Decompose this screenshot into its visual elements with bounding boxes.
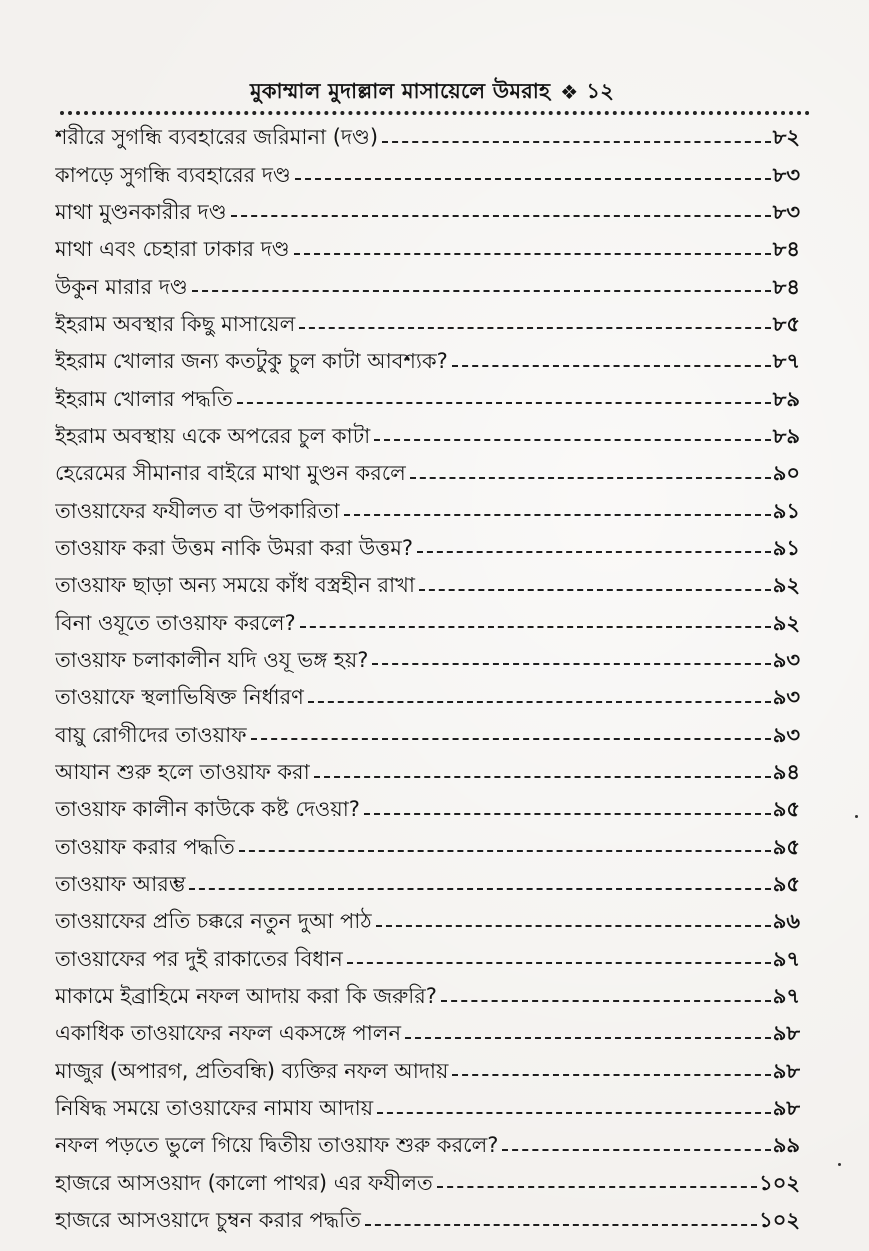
toc-entry-page: ৯৪: [772, 760, 800, 785]
toc-entry-page: ৯৫: [772, 834, 800, 859]
toc-entry-title: হাজরে আসওয়াদে চুম্বন করার পদ্ধতি: [55, 1208, 361, 1233]
toc-entry: [55, 493, 800, 530]
toc-entry: [55, 120, 800, 157]
table-of-contents: [55, 120, 800, 1240]
toc-entry: [55, 680, 800, 717]
toc-entry-title: তাওয়াফের প্রতি চক্করে নতুন দুআ পাঠ: [55, 909, 372, 934]
toc-entry: [55, 1203, 800, 1240]
toc-entry-page: ৮২: [772, 125, 800, 150]
dash-leader: [308, 701, 771, 703]
toc-entry-page: ৮৭: [772, 349, 800, 374]
toc-entry-page: ৯৭: [772, 946, 800, 971]
toc-entry: [55, 643, 800, 680]
dash-leader: [382, 141, 771, 143]
toc-entry-page: ৯৩: [772, 722, 800, 747]
ornament-icon: ❖: [560, 80, 579, 104]
toc-entry-title: বায়ু রোগীদের তাওয়াফ: [55, 722, 247, 747]
toc-entry-page: ৮৯: [772, 386, 800, 411]
toc-entry: [55, 307, 800, 344]
toc-entry-page: ৯৭: [772, 984, 800, 1009]
toc-entry: [55, 381, 800, 418]
dash-leader: [452, 1074, 770, 1076]
toc-entry-title: ইহরাম অবস্থার কিছু মাসায়েল: [55, 311, 296, 336]
toc-entry-title: তাওয়াফের পর দুই রাকাতের বিধান: [55, 946, 343, 971]
toc-entry-title: মাথা মুণ্ডনকারীর দণ্ড: [55, 199, 227, 224]
toc-entry: [55, 942, 800, 979]
toc-entry-title: হাজরে আসওয়াদ (কালো পাথর) এর ফযীলত: [55, 1170, 433, 1195]
toc-entry: [55, 1091, 800, 1128]
dash-leader: [294, 253, 771, 255]
toc-entry-title: বিনা ওযূতে তাওয়াফ করলে?: [55, 610, 296, 635]
toc-entry: [55, 456, 800, 493]
dash-leader: [239, 850, 771, 852]
dash-leader: [300, 626, 771, 628]
toc-entry-page: ৯২: [772, 573, 800, 598]
toc-entry-title: নফল পড়তে ভুলে গিয়ে দ্বিতীয় তাওয়াফ শুরু করলে?: [55, 1133, 499, 1158]
toc-entry: [55, 269, 800, 306]
toc-entry-title: তাওয়াফ করা উত্তম নাকি উমরা করা উত্তম?: [55, 535, 414, 560]
dash-leader: [295, 178, 771, 180]
dash-leader: [372, 663, 770, 665]
dash-leader: [377, 1112, 771, 1114]
toc-entry-page: ৮৯: [772, 423, 800, 448]
toc-entry-title: তাওয়াফ করার পদ্ধতি: [55, 834, 235, 859]
toc-entry: [55, 867, 800, 904]
toc-entry-page: ১০২: [759, 1208, 800, 1233]
dash-leader: [405, 1037, 771, 1039]
toc-entry-page: ৮৪: [772, 237, 800, 262]
toc-entry-page: ৮৫: [772, 311, 800, 336]
dash-leader: [441, 1000, 771, 1002]
toc-entry-title: ইহরাম খোলার জন্য কতটুকু চুল কাটা আবশ্যক?: [55, 349, 448, 374]
dash-leader: [189, 888, 770, 890]
toc-entry-page: ৯৩: [772, 685, 800, 710]
toc-entry: [55, 1016, 800, 1053]
toc-entry: [55, 344, 800, 381]
toc-entry: [55, 718, 800, 755]
toc-entry-title: একাধিক তাওয়াফের নফল একসঙ্গে পালন: [55, 1021, 401, 1046]
toc-entry-title: তাওয়াফ ছাড়া অন্য সময়ে কাঁধ বস্ত্রহীন রাখা: [55, 573, 415, 598]
toc-entry-page: ৯৮: [772, 1096, 800, 1121]
toc-entry-page: ৯৬: [772, 909, 800, 934]
toc-entry-page: ৯৫: [772, 797, 800, 822]
book-title: মুকাম্মাল মুদাল্লাল মাসায়েলে উমরাহ: [250, 78, 551, 103]
dash-leader: [192, 290, 771, 292]
header-dotted-rule: [60, 111, 810, 115]
dash-leader: [374, 439, 770, 441]
toc-entry: [55, 830, 800, 867]
toc-entry-page: ১০২: [759, 1170, 800, 1195]
toc-entry-page: ৮৩: [772, 199, 800, 224]
toc-entry-title: তাওয়াফ কালীন কাউকে কষ্ট দেওয়া?: [55, 797, 360, 822]
toc-entry: [55, 232, 800, 269]
toc-entry: [55, 904, 800, 941]
dash-leader: [344, 514, 771, 516]
dash-leader: [437, 1186, 757, 1188]
dash-leader: [347, 962, 771, 964]
toc-entry-title: ইহরাম অবস্থায় একে অপরের চুল কাটা: [55, 423, 371, 448]
toc-entry-title: তাওয়াফ চলাকালীন যদি ওযূ ভঙ্গ হয়?: [55, 647, 369, 672]
dash-leader: [364, 813, 771, 815]
dash-leader: [376, 925, 771, 927]
toc-entry: [55, 1054, 800, 1091]
toc-entry: [55, 531, 800, 568]
toc-entry-title: আযান শুরু হলে তাওয়াফ করা: [55, 760, 310, 785]
dash-leader: [251, 738, 771, 740]
toc-entry-title: মাকামে ইব্রাহিমে নফল আদায় করা কি জরুরি?: [55, 984, 437, 1009]
toc-entry-page: ৮৩: [772, 162, 800, 187]
toc-entry: [55, 792, 800, 829]
toc-entry-page: ৯৮: [772, 1058, 800, 1083]
dash-leader: [231, 215, 771, 217]
toc-entry-page: ৯২: [772, 610, 800, 635]
dash-leader: [410, 477, 771, 479]
toc-entry-page: ৯০: [772, 461, 800, 486]
page-number: ১২: [586, 78, 615, 103]
toc-entry-title: ইহরাম খোলার পদ্ধতি: [55, 386, 233, 411]
toc-entry: [55, 605, 800, 642]
toc-entry-page: ৯৮: [772, 1021, 800, 1046]
toc-entry-title: তাওয়াফ আরম্ভ: [55, 872, 186, 897]
toc-entry-page: ৯৯: [772, 1133, 800, 1158]
dash-leader: [452, 365, 771, 367]
toc-entry-page: ৯১: [772, 498, 800, 523]
toc-entry: [55, 979, 800, 1016]
toc-entry: [55, 419, 800, 456]
dash-leader: [299, 327, 770, 329]
dash-leader: [237, 402, 771, 404]
toc-entry: [55, 1166, 800, 1203]
toc-entry-title: নিষিদ্ধ সময়ে তাওয়াফের নামায আদায়: [55, 1096, 374, 1121]
toc-entry-title: মাজুর (অপারগ, প্রতিবন্ধি) ব্যক্তির নফল আদায়: [55, 1058, 449, 1083]
toc-entry-page: ৮৪: [772, 274, 800, 299]
toc-entry-title: শরীরে সুগন্ধি ব্যবহারের জরিমানা (দণ্ড): [55, 125, 379, 150]
toc-entry-page: ৯৫: [772, 872, 800, 897]
scan-speck: [838, 1163, 841, 1166]
toc-entry-title: তাওয়াফের ফযীলত বা উপকারিতা: [55, 498, 340, 523]
toc-entry-page: ৯১: [772, 535, 800, 560]
running-header: [250, 74, 710, 110]
toc-entry: [55, 157, 800, 194]
toc-entry-title: উকুন মারার দণ্ড: [55, 274, 188, 299]
toc-entry-page: ৯৩: [772, 647, 800, 672]
toc-entry: [55, 195, 800, 232]
toc-entry: [55, 1128, 800, 1165]
toc-entry: [55, 755, 800, 792]
toc-entry-title: মাথা এবং চেহারা ঢাকার দণ্ড: [55, 237, 290, 262]
dash-leader: [365, 1224, 757, 1226]
dash-leader: [419, 589, 771, 591]
dash-leader: [314, 776, 771, 778]
toc-entry-title: কাপড়ে সুগন্ধি ব্যবহারের দণ্ড: [55, 162, 291, 187]
scan-speck: [855, 815, 858, 818]
toc-entry: [55, 568, 800, 605]
dash-leader: [502, 1149, 770, 1151]
dash-leader: [417, 551, 771, 553]
toc-entry-title: হেরেমের সীমানার বাইরে মাথা মুণ্ডন করলে: [55, 461, 406, 486]
toc-entry-title: তাওয়াফে স্থলাভিষিক্ত নির্ধারণ: [55, 685, 304, 710]
